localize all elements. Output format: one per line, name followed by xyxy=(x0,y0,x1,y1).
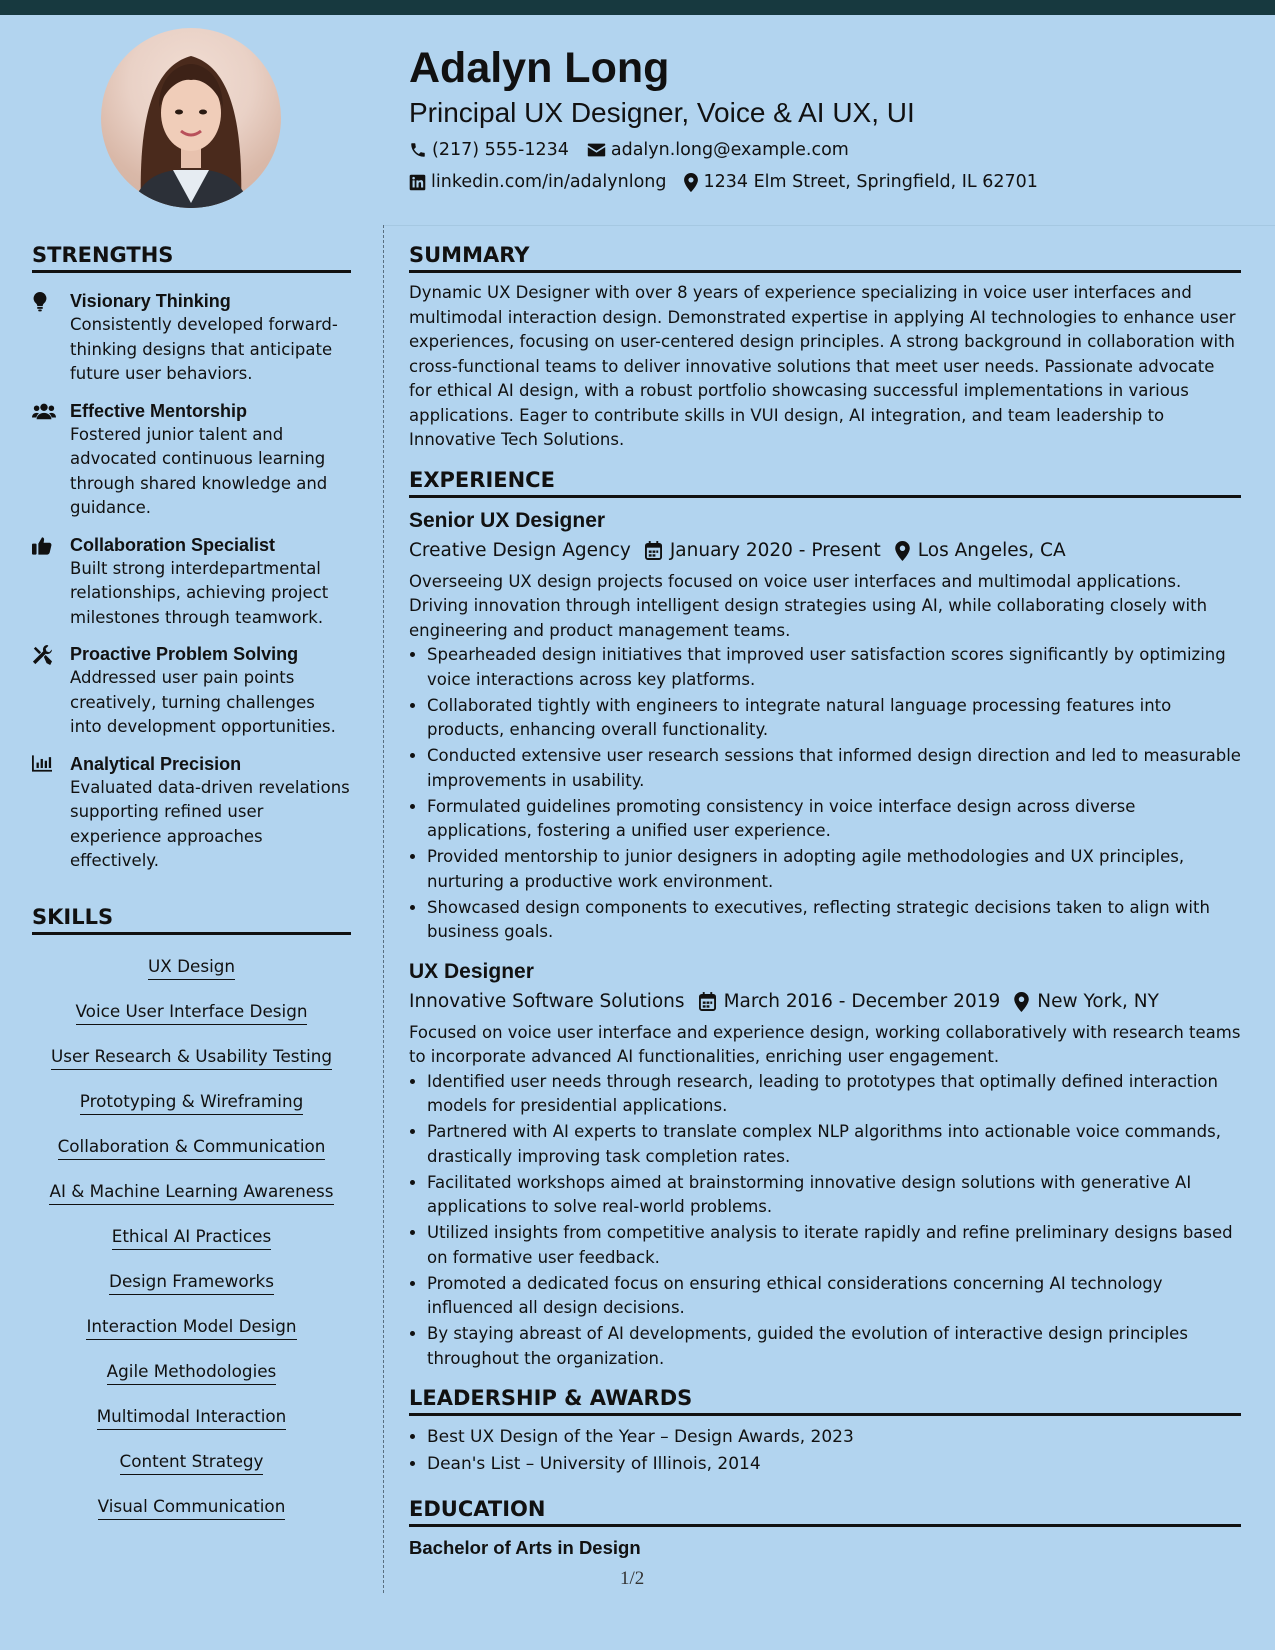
strength-text: Consistently developed forward-thinking designs that anticipate future user behaviors. xyxy=(70,315,338,383)
job-description: Overseeing UX design projects focused on voice user interfaces and multimodal applications. Driving innovation through intelligent design strategies using AI, while collaborating closely with engineering and product management teams. xyxy=(409,571,1208,640)
phone-contact: (217) 555-1234 xyxy=(409,140,569,160)
list-item: • Dean's List – University of Illinois, 2014 xyxy=(427,1451,1241,1478)
right-column xyxy=(409,240,1241,1561)
list-item: • Partnered with AI experts to translate complex NLP algorithms into actionable voice commands, drastically improving task completion rates. xyxy=(427,1120,1241,1169)
list-item: • Showcased design components to executives, reflecting strategic decisions taken to align with business goals. xyxy=(427,896,1241,945)
job-company: Innovative Software Solutions xyxy=(409,990,685,1012)
calendar-icon xyxy=(699,992,716,1011)
skill-list xyxy=(32,943,351,1534)
list-item: • Formulated guidelines promoting consistency in voice interface design across diverse applications, fostering a unified user experience. xyxy=(427,795,1241,844)
job-entry xyxy=(409,957,1241,1372)
education-heading: EDUCATION xyxy=(409,1494,1241,1527)
linkedin-icon xyxy=(409,174,426,191)
top-accent-bar xyxy=(0,0,1275,15)
list-item: • Spearheaded design initiatives that improved user satisfaction scores significantly by optimizing voice interactions across key platforms. xyxy=(427,643,1241,692)
job-location: New York, NY xyxy=(1014,987,1159,1017)
resume-header xyxy=(409,40,1249,198)
awards-list xyxy=(409,1424,1241,1478)
header-divider xyxy=(384,225,1275,226)
contact-row-2 xyxy=(409,166,1249,198)
awards-heading: LEADERSHIP & AWARDS xyxy=(409,1383,1241,1416)
skill-tag: AI & Machine Learning Awareness xyxy=(49,1180,333,1205)
skill-tag: Agile Methodologies xyxy=(107,1360,277,1385)
strength-text: Built strong interdepartmental relationships, achieving project milestones through teamwork. xyxy=(70,558,329,627)
strength-text: Evaluated data-driven revelations supporting refined user experience approaches effectively. xyxy=(70,777,350,870)
location-pin-icon xyxy=(895,541,910,561)
users-icon xyxy=(32,402,56,420)
candidate-name: Adalyn Long xyxy=(409,44,670,92)
skill-tag: Design Frameworks xyxy=(109,1270,274,1295)
job-meta xyxy=(409,536,1241,566)
strength-text: Fostered junior talent and advocated continuous learning through shared knowledge and guidance. xyxy=(70,424,328,517)
skill-tag: Interaction Model Design xyxy=(86,1315,296,1340)
job-dates: January 2020 - Present xyxy=(645,536,881,566)
list-item: • Provided mentorship to junior designers in adopting agile methodologies and UX principles, nurturing a productive work environment. xyxy=(427,845,1241,894)
strength-title: Visionary Thinking xyxy=(70,291,231,311)
address-contact: 1234 Elm Street, Springfield, IL 62701 xyxy=(684,172,1037,192)
envelope-icon xyxy=(587,142,606,158)
location-pin-icon xyxy=(684,173,698,192)
strength-title: Collaboration Specialist xyxy=(70,534,276,555)
list-item: • Promoted a dedicated focus on ensuring ethical considerations concerning AI technology influenced all design decisions. xyxy=(427,1272,1241,1321)
skills-heading: SKILLS xyxy=(32,902,351,935)
skill-tag: Voice User Interface Design xyxy=(76,1000,308,1025)
strength-title: Proactive Problem Solving xyxy=(70,644,299,664)
column-divider xyxy=(383,225,384,1593)
page-number: 1/2 xyxy=(620,1568,645,1589)
list-item: • By staying abreast of AI developments, guided the evolution of interactive design principles throughout the organization. xyxy=(427,1322,1241,1371)
job-bullets xyxy=(409,1070,1241,1372)
tools-icon xyxy=(32,645,52,665)
experience-heading: EXPERIENCE xyxy=(409,465,1241,498)
lightbulb-icon xyxy=(32,292,48,312)
linkedin-contact[interactable]: linkedin.com/in/adalynlong xyxy=(409,172,666,192)
strength-title: Analytical Precision xyxy=(70,753,242,774)
skill-tag: Prototyping & Wireframing xyxy=(80,1090,303,1115)
strength-item xyxy=(32,399,351,521)
education-degree: Bachelor of Arts in Design xyxy=(409,1537,641,1558)
list-item: • Utilized insights from competitive analysis to iterate rapidly and refine preliminary designs based on formative user feedback. xyxy=(427,1221,1241,1270)
strength-title: Effective Mentorship xyxy=(70,400,248,421)
strength-item xyxy=(32,289,351,387)
calendar-icon xyxy=(645,541,662,560)
list-item: • Best UX Design of the Year – Design Awards, 2023 xyxy=(427,1424,1241,1451)
list-item: • Collaborated tightly with engineers to integrate natural language processing features into products, enhancing overall functionality. xyxy=(427,694,1241,743)
job-description: Focused on voice user interface and experience design, working collaboratively with research teams to incorporate advanced AI functionalities, enriching user engagement. xyxy=(409,1022,1241,1066)
phone-icon xyxy=(409,141,427,159)
job-entry xyxy=(409,506,1241,945)
job-dates: March 2016 - December 2019 xyxy=(699,987,1001,1017)
skill-tag: Multimodal Interaction xyxy=(97,1405,287,1430)
left-column xyxy=(32,240,351,1534)
job-title: Senior UX Designer xyxy=(409,508,606,532)
strength-text: Addressed user pain points creatively, turning challenges into development opportunities. xyxy=(70,668,336,736)
list-item: • Facilitated workshops aimed at brainstorming innovative design solutions with generative AI applications to solve real-world problems. xyxy=(427,1171,1241,1220)
skill-tag: Ethical AI Practices xyxy=(112,1225,272,1250)
thumbs-up-icon xyxy=(32,536,52,555)
job-meta xyxy=(409,987,1241,1017)
candidate-title: Principal UX Designer, Voice & AI UX, UI xyxy=(409,97,915,128)
strength-item xyxy=(32,533,351,631)
skills-section xyxy=(32,902,351,1534)
skill-tag: UX Design xyxy=(148,955,235,980)
bar-chart-icon xyxy=(32,755,52,772)
strength-item xyxy=(32,752,351,874)
location-pin-icon xyxy=(1014,992,1029,1012)
strengths-heading: STRENGTHS xyxy=(32,240,351,273)
job-bullets xyxy=(409,643,1241,945)
skill-tag: Content Strategy xyxy=(120,1450,264,1475)
job-company: Creative Design Agency xyxy=(409,539,631,561)
list-item: • Conducted extensive user research sessions that informed design direction and led to measurable improvements in usability. xyxy=(427,744,1241,793)
email-contact[interactable]: adalyn.long@example.com xyxy=(587,140,849,160)
job-title: UX Designer xyxy=(409,959,534,983)
job-location: Los Angeles, CA xyxy=(895,536,1066,566)
skill-tag: Collaboration & Communication xyxy=(58,1135,326,1160)
skill-tag: User Research & Usability Testing xyxy=(51,1045,332,1070)
summary-heading: SUMMARY xyxy=(409,240,1241,273)
profile-photo xyxy=(101,28,281,208)
contact-row-1 xyxy=(409,134,1249,166)
skill-tag: Visual Communication xyxy=(98,1495,286,1520)
strength-item xyxy=(32,642,351,740)
summary-text: Dynamic UX Designer with over 8 years of experience specializing in voice user interfaces and multimodal interaction design. Demonstrated expertise in applying AI technologies to enhance user experiences, focusing on user-centered design principles. A strong background in collaboration with cross-functional teams to deliver innovative solutions that meet user needs. Passionate advocate for ethical AI design, with a robust portfolio showcasing successful implementations in various applications. Eager to contribute skills in VUI design, AI integration, and team leadership to Innovative Tech Solutions. xyxy=(409,283,1236,449)
list-item: • Identified user needs through research, leading to prototypes that optimally defined interaction models for presidential applications. xyxy=(427,1070,1241,1119)
